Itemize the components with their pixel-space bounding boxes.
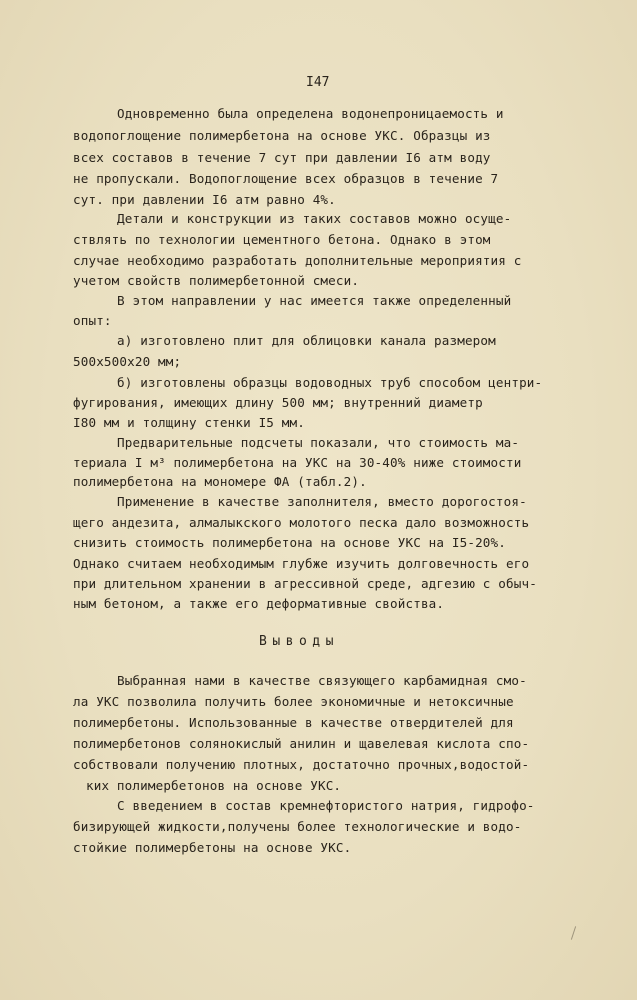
text-line: снизить стоимость полимербетона на основе УКС на I5-20%. [73,535,506,550]
text-line: ствлять по технологии цементного бетона. Однако в этом [73,232,491,247]
text-line: териала I м³ полимербетона на УКС на 30-40% ниже стоимости [73,455,522,470]
text-line: а) изготовлено плит для облицовки канала размером [117,333,496,348]
text-line: Выбранная нами в качестве связующего карбамидная смо- [117,673,527,688]
text-line: В этом направлении у нас имеется также определенный [117,293,512,308]
text-line: полимербетонов солянокислый анилин и щавелевая кислота спо- [73,736,530,751]
text-line: собствовали получению плотных, достаточно прочных,водостой- [73,757,530,772]
text-line: стойкие полимербетоны на основе УКС. [73,840,352,855]
text-line: Однако считаем необходимым глубже изучить долговечность его [73,556,530,571]
text-line: Детали и конструкции из таких составов можно осуще- [117,211,512,226]
page-number: I47 [306,75,330,90]
text-line: ным бетоном, а также его деформативные свойства. [73,596,445,611]
text-line: б) изготовлены образцы водоводных труб способом центри- [117,375,543,390]
text-line: ла УКС позволила получить более экономичные и нетоксичные [73,694,514,709]
text-line: водопоглощение полимербетона на основе УКС. Образцы из [73,128,491,143]
text-line: полимербетона на мономере ФА (табл.2). [73,474,367,489]
text-line: Применение в качестве заполнителя, вместо дорогостоя- [117,494,527,509]
text-line: щего андезита, алмалыкского молотого песка дало возможность [73,515,530,530]
text-line: бизирующей жидкости,получены более технологические и водо- [73,819,522,834]
text-line: опыт: [73,313,112,328]
text-line: С введением в состав кремнефтористого натрия, гидрофо- [117,798,535,813]
section-heading: Выводы [259,634,339,649]
text-line: 500х500х20 мм; [73,354,182,369]
text-line: Предварительные подсчеты показали, что стоимость ма- [117,435,520,450]
pencil-mark [571,926,576,940]
text-line: не пропускали. Водопоглощение всех образцов в течение 7 [73,171,499,186]
text-line: всех составов в течение 7 сут при давлении I6 атм воду [73,150,491,165]
text-line: учетом свойств полимербетонной смеси. [73,273,360,288]
text-line: полимербетоны. Использованные в качестве отвердителей для [73,715,514,730]
text-line: Одновременно была определена водонепроницаемость и [117,106,504,121]
text-line: фугирования, имеющих длину 500 мм; внутренний диаметр [73,395,483,410]
text-line: при длительном хранении в агрессивной среде, адгезию с обыч- [73,576,537,591]
text-line: случае необходимо разработать дополнительные мероприятия с [73,253,522,268]
text-line: ких полимербетонов на основе УКС. [86,778,342,793]
text-line: I80 мм и толщину стенки I5 мм. [73,415,305,430]
text-line: сут. при давлении I6 атм равно 4%. [73,192,336,207]
